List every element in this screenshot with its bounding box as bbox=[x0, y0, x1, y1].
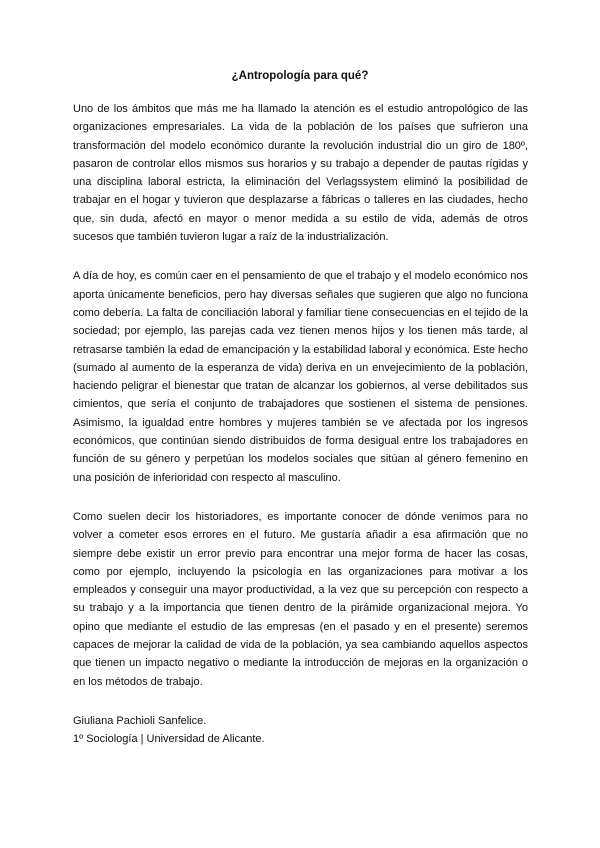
paragraph-3: Como suelen decir los historiadores, es importante conocer de dónde venimos para no volver a cometer esos errores en el futuro. Me gustaría añadir a esa afirmación que no siempre debe existir un error previo para encontrar una mejor forma de hacer las cosas, como por ejemplo, incluyendo la psicología en las organizaciones para motivar a los empleados y conseguir una mayor productividad, a la vez que su percepción con respecto a su trabajo y a la importancia que tienen dentro de la pirámide organizacional mejora. Yo opino que mediante el estudio de las empresas (en el pasado y en el presente) seremos capaces de mejorar la calidad de vida de la población, ya sea cambiando aquellos aspectos que tienen un impacto negativo o mediante la introducción de mejoras en la organización o en los métodos de trabajo. bbox=[73, 510, 528, 688]
paragraph-1: Uno de los ámbitos que más me ha llamado la atención es el estudio antropológico de las organizaciones empresariales. La vida de la población de los países que sufrieron una transformación del modelo económico durante la revolución industrial dio un giro de 180º, pasaron de controlar ellos mismos sus horarios y su trabajo a depender de pautas rígidas y una disciplina laboral estricta, la eliminación del Verlagssystem eliminó la posibilidad de trabajar en el hogar y tuvieron que desplazarse a fábricas o talleres en las ciudades, hecho que, sin duda, afectó en mayor o menor medida a su estilo de vida, además de otros sucesos que también tuvieron lugar a raíz de la industrialización. bbox=[73, 103, 528, 244]
page-title: ¿Antropología para qué? bbox=[231, 70, 369, 82]
document-body bbox=[73, 100, 528, 749]
author-affiliation: 1º Sociología | Universidad de Alicante. bbox=[73, 733, 265, 746]
author-name: Giuliana Pachioli Sanfelice. bbox=[73, 714, 207, 727]
paragraph-2: A día de hoy, es común caer en el pensamiento de que el trabajo y el modelo económico nos aporta únicamente beneficios, pero hay diversas señales que sugieren que algo no funciona como debería. La falta de conciliación laboral y familiar tiene consecuencias en el tejido de la sociedad; por ejemplo, las parejas cada vez tienen menos hijos y los tienen más tarde, al retrasarse también la edad de emancipación y la estabilidad laboral y económica. Este hecho (sumado al aumento de la esperanza de vida) deriva en un envejecimiento de la población, haciendo peligrar el bienestar que tratan de alcanzar los gobiernos, al verse debilitados sus cimientos, que sería el conjunto de trabajadores que sostienen el sistema de pensiones. Asimismo, la igualdad entre hombres y mujeres también se ve afectada por los ingresos económicos, que continúan siendo distribuidos de forma desigual entre los trabajadores en función de su género y perpetúan los modelos sociales que sitúan al género femenino en una posición de inferioridad con respecto al masculino. bbox=[73, 270, 528, 484]
signature-block bbox=[73, 712, 528, 749]
